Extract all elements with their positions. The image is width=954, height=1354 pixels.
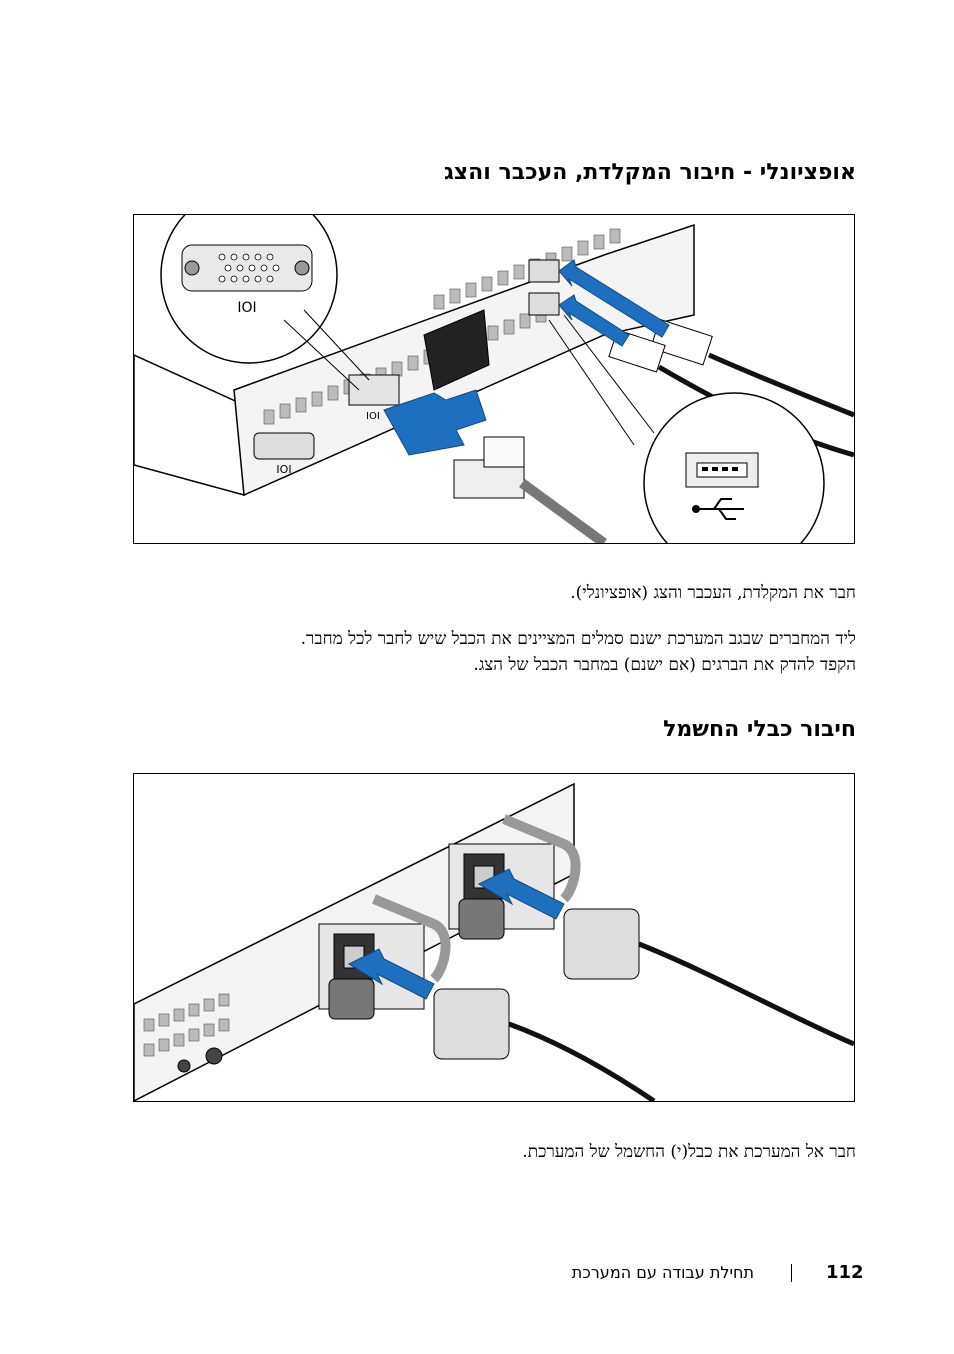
connector-label: IOI: [276, 463, 292, 476]
instruction-connector-symbols: ליד המחברים שבגב המערכת ישנם סמלים המציינים את הכבל שיש לחבר לכל מחבר.: [300, 629, 856, 649]
section-heading-power-cables: חיבור כבלי החשמל: [663, 717, 856, 742]
chapter-title: תחילת עבודה עם המערכת: [571, 1263, 754, 1282]
server-rear-io-illustration: [134, 215, 854, 543]
power-supply-illustration: [134, 774, 854, 1101]
figure-keyboard-mouse-monitor: [133, 214, 855, 544]
connector-label: IOI: [366, 411, 380, 422]
page-number: 112: [826, 1262, 864, 1283]
footer-separator: [791, 1264, 792, 1282]
figure-power-cables: [133, 773, 855, 1102]
instruction-connect-power: חבר אל המערכת את כבל(י) החשמל של המערכת.: [522, 1142, 856, 1162]
instruction-tighten-screws: הקפד להדק את הברגים (אם ישנם) במחבר הכבל של הצג.: [473, 655, 856, 675]
section-heading-keyboard-mouse-monitor: אופציונלי - חיבור המקלדת, העכבר והצג: [443, 160, 856, 185]
instruction-connect-peripherals: חבר את המקלדת, העכבר והצג (אופציונלי).: [570, 583, 856, 603]
connector-label: IOI: [237, 300, 257, 316]
